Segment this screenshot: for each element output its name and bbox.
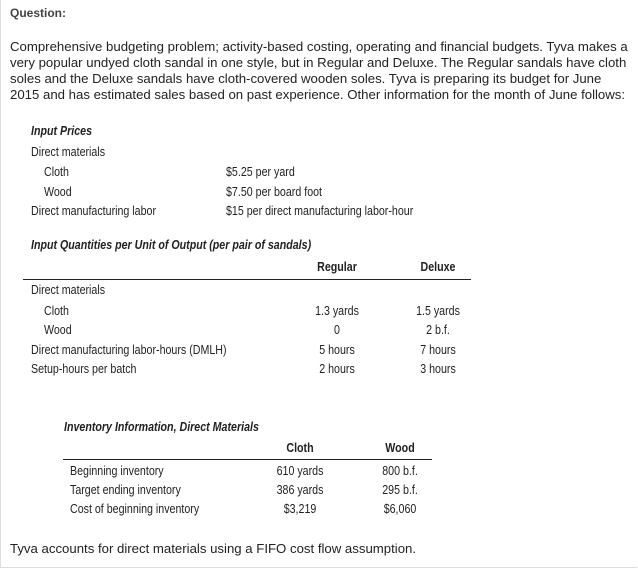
qty-label: Direct manufacturing labor-hours (DMLH) xyxy=(31,342,227,357)
qty-deluxe: 1.5 yards xyxy=(416,303,460,318)
input-quantities-title: Input Quantities per Unit of Output (per pair of sandals) xyxy=(31,237,312,252)
column-header-regular: Regular xyxy=(317,259,357,274)
price-label-labor: Direct manufacturing labor xyxy=(31,203,157,218)
price-label-wood: Wood xyxy=(44,184,72,199)
inventory-title: Inventory Information, Direct Materials xyxy=(64,419,259,434)
price-label-cloth: Cloth xyxy=(44,164,69,179)
qty-regular: 2 hours xyxy=(319,361,355,376)
question-intro: Comprehensive budgeting problem; activity-based costing, operating and financial budgets. Tyva makes a very popular undyed cloth sandal in one style, but in Regular and Deluxe. The Regular sandals have cloth soles and the Deluxe sandals have cloth-covered wooden soles. Tyva is preparing its budget for June 2015 and has estimated sales based on past experience. Other information for the month of June follows: xyxy=(10,39,628,102)
qty-deluxe: 3 hours xyxy=(420,361,456,376)
inv-cloth: $3,219 xyxy=(283,501,317,516)
question-label: Question: xyxy=(10,6,66,20)
inv-label: Beginning inventory xyxy=(70,463,164,478)
inv-label: Target ending inventory xyxy=(70,482,181,497)
qty-label: Cloth xyxy=(44,303,69,318)
inv-wood: $6,060 xyxy=(383,501,417,516)
inv-wood: 295 b.f. xyxy=(382,482,418,497)
qty-deluxe: 7 hours xyxy=(420,342,456,357)
qty-label: Setup-hours per batch xyxy=(31,361,137,376)
price-value-wood: $7.50 per board foot xyxy=(226,184,323,199)
inv-cloth: 386 yards xyxy=(276,482,324,497)
column-header-cloth: Cloth xyxy=(286,440,314,455)
inv-label: Cost of beginning inventory xyxy=(70,501,200,516)
inventory-header-rule xyxy=(63,459,432,460)
qty-regular: 5 hours xyxy=(319,342,355,357)
footer-note: Tyva accounts for direct materials using a FIFO cost flow assumption. xyxy=(10,541,417,556)
input-prices-title: Input Prices xyxy=(31,123,93,138)
price-value-labor: $15 per direct manufacturing labor-hour xyxy=(226,203,414,218)
qty-regular: 1.3 yards xyxy=(315,303,359,318)
qty-regular: 0 xyxy=(334,322,340,337)
inv-cloth: 610 yards xyxy=(276,463,324,478)
quantities-direct-materials: Direct materials xyxy=(31,282,106,297)
header-rule xyxy=(23,279,471,280)
qty-label: Wood xyxy=(44,322,72,337)
qty-deluxe: 2 b.f. xyxy=(426,322,450,337)
column-header-wood: Wood xyxy=(385,440,415,455)
input-prices-direct-materials: Direct materials xyxy=(31,144,106,159)
price-value-cloth: $5.25 per yard xyxy=(226,164,295,179)
column-header-deluxe: Deluxe xyxy=(420,259,456,274)
inv-wood: 800 b.f. xyxy=(382,463,418,478)
